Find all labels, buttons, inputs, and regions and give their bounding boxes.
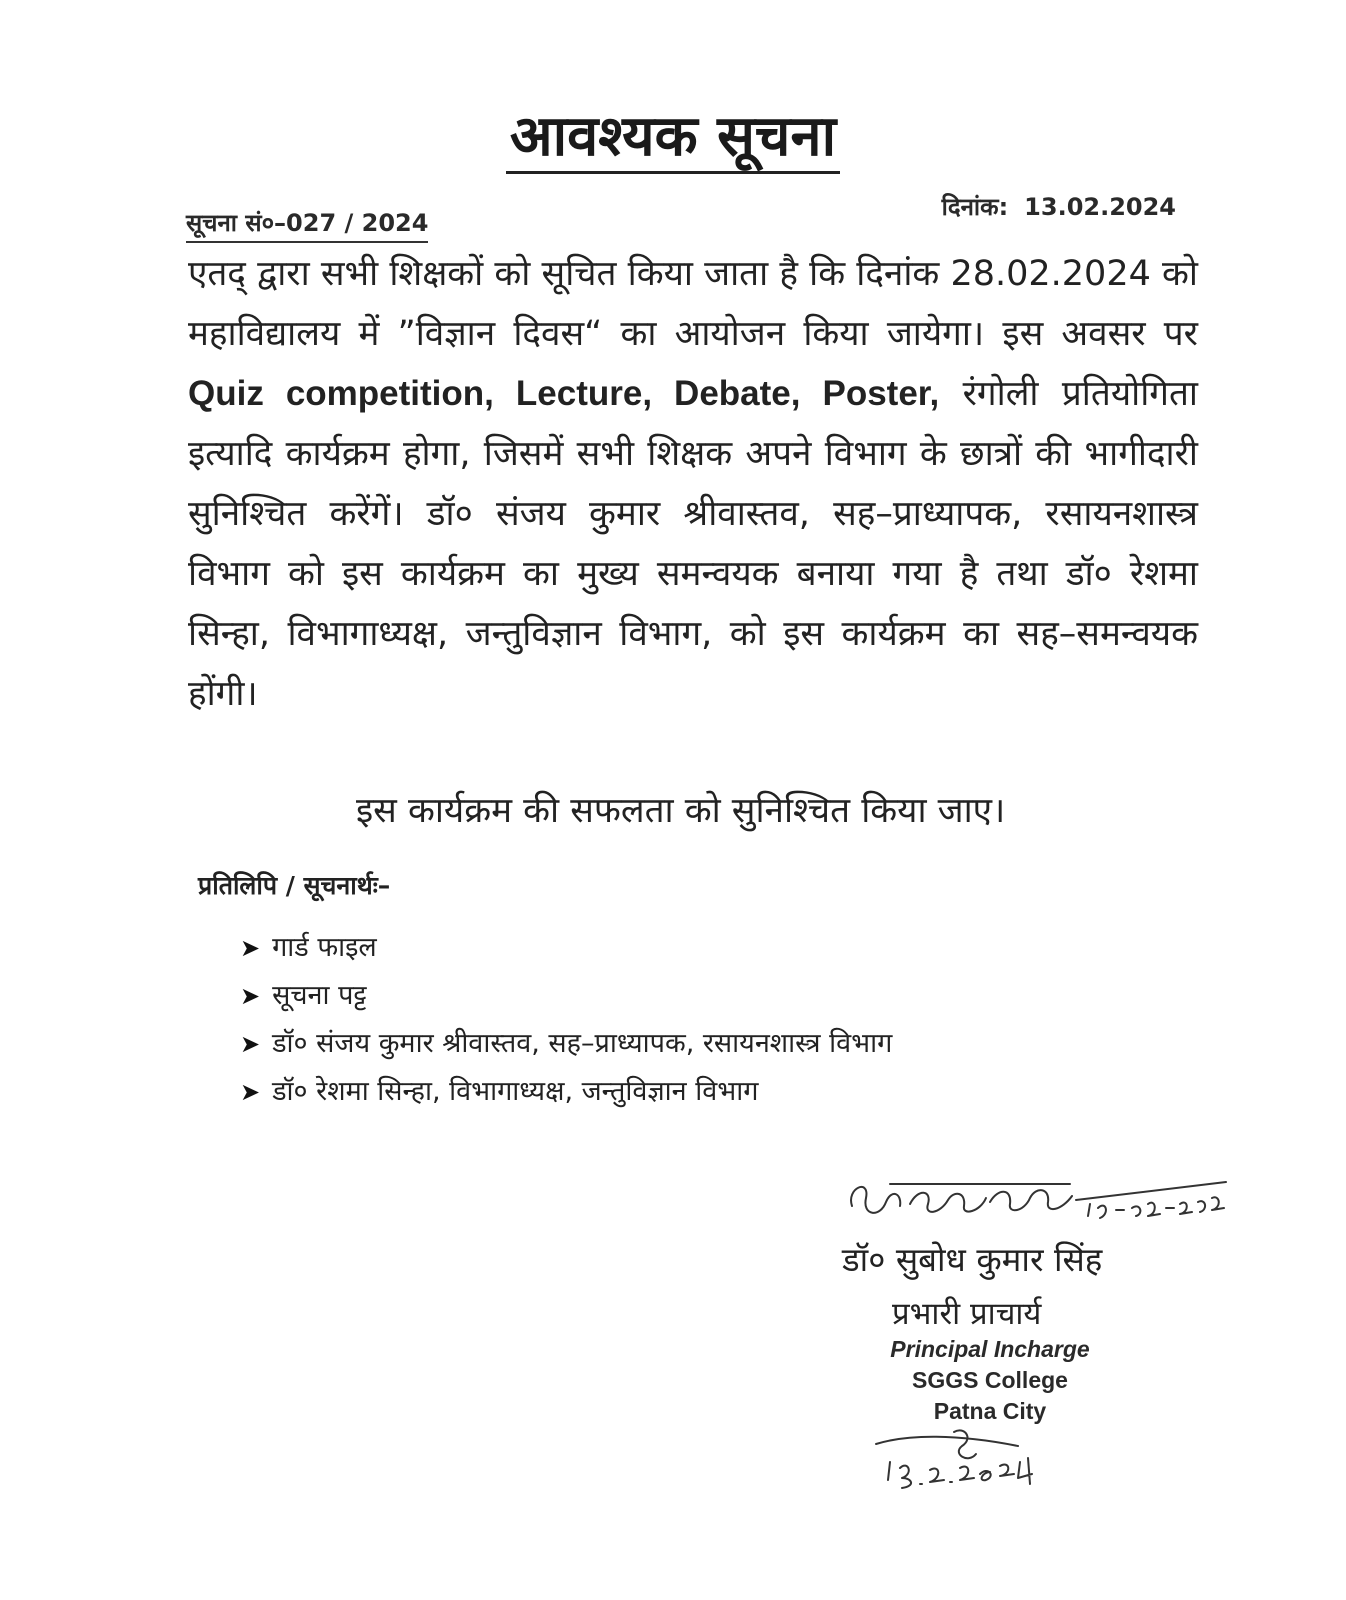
arrowhead-icon: ➤ [240, 934, 261, 962]
body-part-1: एतद् द्वारा सभी शिक्षकों को सूचित किया जाता है कि दिनांक 28.02.2024 को महाविद्यालय में ”विज्ञान दिवस“ का आयोजन किया जायेगा। इस अवसर पर [188, 254, 1198, 354]
stamp-line: Principal Incharge [890, 1336, 1090, 1362]
arrowhead-icon: ➤ [240, 1078, 261, 1106]
stamp-line: SGGS College [912, 1367, 1068, 1393]
notice-date [942, 190, 1176, 223]
list-item: ➤ डॉ० रेशमा सिन्हा, विभागाध्यक्ष, जन्तुविज्ञान विभाग [240, 1068, 892, 1116]
stamp-line: Patna City [933, 1398, 1047, 1424]
notice-title: आवश्यक सूचना [0, 96, 1346, 172]
body-events-english: Quiz competition, Lecture, Debate, Poster, [188, 374, 940, 413]
signatory-name: डॉ० सुबोध कुमार सिंह [842, 1240, 1103, 1279]
handwritten-signature [840, 1158, 1240, 1238]
signatory-designation: प्रभारी प्राचार्य [892, 1296, 1042, 1332]
list-item: ➤ गार्ड फाइल [240, 924, 892, 972]
list-item: ➤ डॉ० संजय कुमार श्रीवास्तव, सह–प्राध्यापक, रसायनशास्त्र विभाग [240, 1020, 892, 1068]
notice-body [188, 244, 1198, 724]
handwritten-initials [868, 1424, 1068, 1494]
notice-reference-number: सूचना सं०–027 / 2024 [186, 206, 428, 243]
body-part-2: रंगोली प्रतियोगिता इत्यादि कार्यक्रम होगा, जिसमें सभी शिक्षक अपने विभाग के छात्रों की भागीदारी सुनिश्चित करेंगें। डॉ० संजय कुमार श्रीवास्तव, सह–प्राध्यापक, रसायनशास्त्र विभाग को इस कार्यक्रम का मुख्य समन्वयक बनाया गया है तथा डॉ० रेशमा सिन्हा, विभागाध्यक्ष, जन्तुविज्ञान विभाग, को इस कार्यक्रम का सह–समन्वयक होंगी। [188, 374, 1198, 714]
list-item: ➤ सूचना पट्ट [240, 972, 892, 1020]
arrowhead-icon: ➤ [240, 1030, 261, 1058]
date-label: दिनांक: [941, 193, 1009, 221]
date-value: 13.02.2024 [1024, 193, 1176, 221]
closing-line: इस कार्यक्रम की सफलता को सुनिश्चित किया जाए। [356, 791, 1006, 831]
arrowhead-icon: ➤ [240, 982, 261, 1010]
official-stamp [870, 1334, 1110, 1427]
copy-to-heading: प्रतिलिपि / सूचनार्थः– [198, 871, 391, 900]
copy-to-list [240, 924, 892, 1116]
